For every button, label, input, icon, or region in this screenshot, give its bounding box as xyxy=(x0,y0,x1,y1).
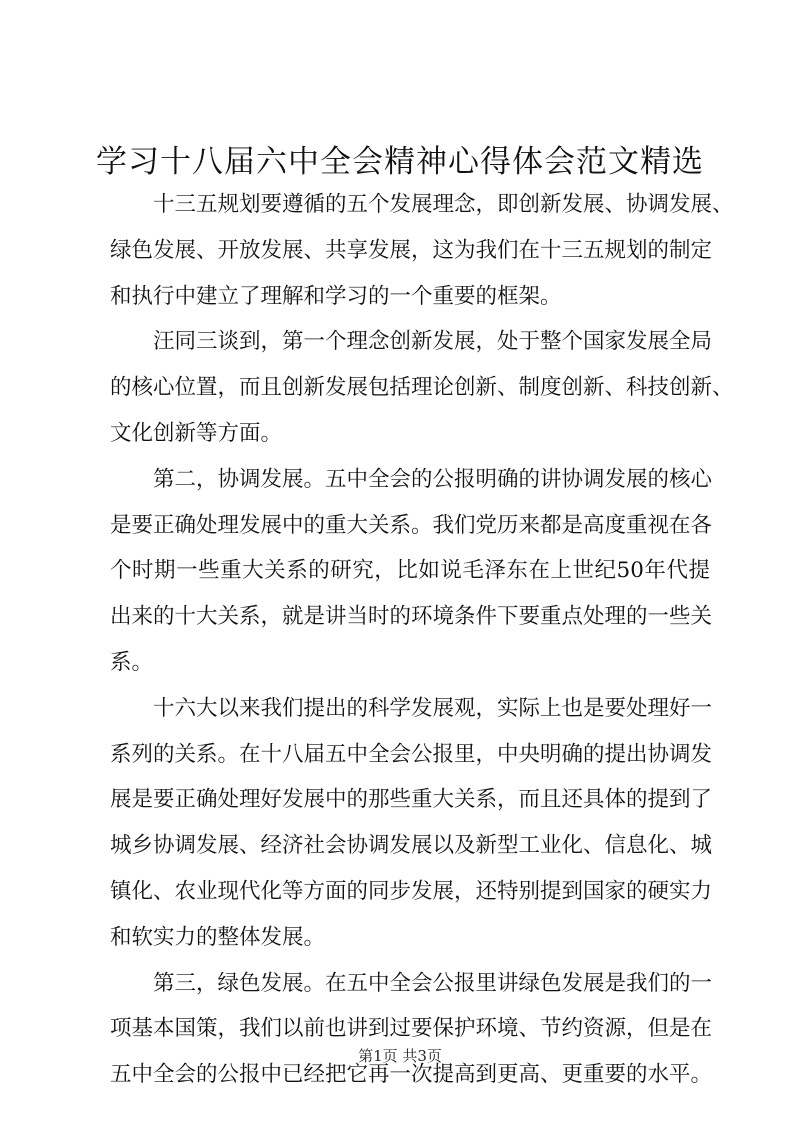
paragraph-line: 展是要正确处理好发展中的那些重大关系，而且还具体的提到了 xyxy=(110,787,713,813)
document-title: 学习十八届六中全会精神心得体会范文精选 xyxy=(96,144,704,180)
paragraph-line: 五中全会的公报中已经把它再一次提高到更高、更重要的水平。 xyxy=(110,1062,713,1088)
page-indicator: 第1页 共3页 xyxy=(358,1047,442,1065)
paragraph-line: 城乡协调发展、经济社会协调发展以及新型工业化、信息化、城 xyxy=(110,833,713,859)
paragraph-line: 是要正确处理发展中的重大关系。我们党历来都是高度重视在各 xyxy=(110,512,713,538)
paragraph-4 xyxy=(110,686,713,961)
paragraph-3 xyxy=(110,457,713,686)
paragraph-line: 绿色发展、开放发展、共享发展，这为我们在十三五规划的制定 xyxy=(110,237,713,263)
paragraph-line: 文化创新等方面。 xyxy=(110,420,283,446)
paragraph-line: 系列的关系。在十八届五中全会公报里，中央明确的提出协调发 xyxy=(110,741,713,767)
paragraph-line: 个时期一些重大关系的研究，比如说毛泽东在上世纪50年代提 xyxy=(110,558,710,584)
paragraph-line: 和软实力的整体发展。 xyxy=(110,924,326,950)
paragraph-line: 镇化、农业现代化等方面的同步发展，还特别提到国家的硬实力 xyxy=(110,878,713,904)
paragraph-line: 十六大以来我们提出的科学发展观，实际上也是要处理好一 xyxy=(153,695,713,721)
paragraph-line: 十三五规划要遵循的五个发展理念，即创新发展、协调发展、 xyxy=(153,192,734,217)
paragraph-line: 汪同三谈到，第一个理念创新发展，处于整个国家发展全局 xyxy=(153,329,713,355)
paragraph-5 xyxy=(110,961,713,1098)
paragraph-line: 第二，协调发展。五中全会的公报明确的讲协调发展的核心 xyxy=(153,466,713,492)
paragraph-line: 系。 xyxy=(110,649,154,675)
document-body xyxy=(110,182,734,1098)
paragraph-line: 和执行中建立了理解和学习的一个重要的框架。 xyxy=(110,283,562,309)
paragraph-line: 出来的十大关系，就是讲当时的环境条件下要重点处理的一些关 xyxy=(110,604,713,630)
paragraph-1 xyxy=(110,182,734,319)
paragraph-line: 第三，绿色发展。在五中全会公报里讲绿色发展是我们的一 xyxy=(153,970,713,996)
paragraph-line: 的核心位置，而且创新发展包括理论创新、制度创新、科技创新、 xyxy=(110,375,734,401)
paragraph-line: 项基本国策，我们以前也讲到过要保护环境、节约资源，但是在 xyxy=(110,1016,713,1042)
paragraph-2 xyxy=(110,319,734,456)
